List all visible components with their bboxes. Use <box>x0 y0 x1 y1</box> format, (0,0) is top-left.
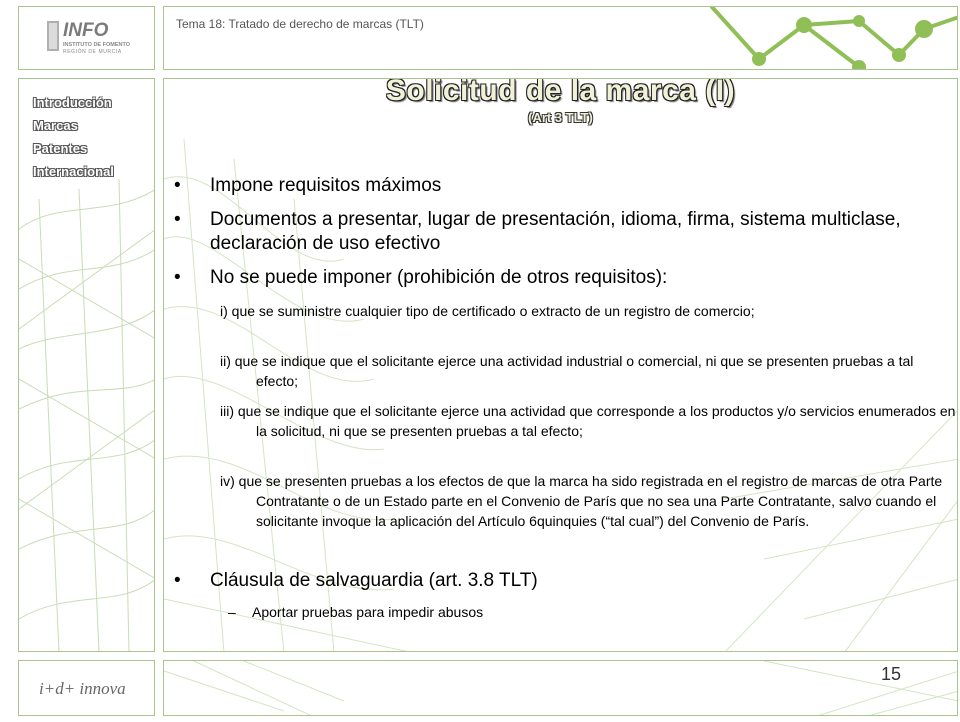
bullet-text: Impone requisitos máximos <box>210 175 442 196</box>
sub-item: ii) que se indique que el solicitante ejerce una actividad industrial o comercial, ni que se presenten pruebas a tal efecto; <box>220 353 914 389</box>
logo-line-2: REGIÓN DE MURCIA <box>63 49 122 55</box>
page-number: 15 <box>880 664 901 684</box>
dash-text: Aportar pruebas para impedir abusos <box>252 604 484 620</box>
content-panel <box>163 78 958 652</box>
logo-panel <box>18 6 155 70</box>
nav-item-introduccion[interactable]: Introducción <box>33 95 112 110</box>
bullet-marker: • <box>174 570 181 591</box>
footer-logo-panel <box>18 660 155 716</box>
innova-logo <box>19 661 156 717</box>
footer-brand: i+d+ innova <box>39 679 126 698</box>
bullet-marker: • <box>174 175 181 196</box>
bullet-text: Documentos a presentar, lugar de presentación, idioma, firma, sistema multiclase, declaración de uso efectivo <box>210 209 901 254</box>
molecule-graphic <box>164 7 958 70</box>
bullet-marker: • <box>174 209 181 230</box>
mesh-background <box>164 661 958 716</box>
info-logo <box>19 7 156 71</box>
nav-item-patentes[interactable]: Patentes <box>33 141 88 156</box>
dash-marker: – <box>228 604 236 620</box>
dash-item <box>228 602 483 622</box>
bullet-marker: • <box>174 267 181 288</box>
bullet-item <box>174 266 934 290</box>
sub-item: i) que se suministre cualquier tipo de certificado o extracto de un registro de comercio; <box>220 303 755 319</box>
slide-subtitle: (Art 3 TLT) <box>528 110 593 125</box>
bullet-item <box>174 174 934 198</box>
header-panel <box>163 6 958 70</box>
sub-item: iii) que se indique que el solicitante ejerce una actividad que corresponde a los productos y/o servicios enumerados en la solicitud, ni que se presenten pruebas a tal efecto; <box>220 403 956 439</box>
logo-brand: INFO <box>63 20 109 41</box>
bullet-text: No se puede imponer (prohibición de otros requisitos): <box>210 267 668 288</box>
nav-item-internacional[interactable]: Internacional <box>33 164 114 179</box>
nav-item-marcas[interactable]: Marcas <box>33 118 78 133</box>
slide-title: Solicitud de la marca (I) <box>385 78 736 107</box>
bullet-item <box>174 208 934 256</box>
nav-panel <box>18 78 155 652</box>
bullet-text: Cláusula de salvaguardia (art. 3.8 TLT) <box>210 570 538 591</box>
topic-label: Tema 18: Tratado de derecho de marcas (TLT) <box>176 17 424 31</box>
footer-panel <box>163 660 958 716</box>
bullet-item <box>174 569 934 593</box>
logo-line-1: INSTITUTO DE FOMENTO <box>63 42 131 48</box>
sub-item: iv) que se presenten pruebas a los efectos de que la marca ha sido registrada en el registro de marcas de otra Parte Contratante o de un Estado parte en el Convenio de París que no sea una Parte Contratante, salvo cuando el solicitante invoque la aplicación del Artículo 6quinquies (“tal cual”) del Convenio de París. <box>220 473 943 529</box>
